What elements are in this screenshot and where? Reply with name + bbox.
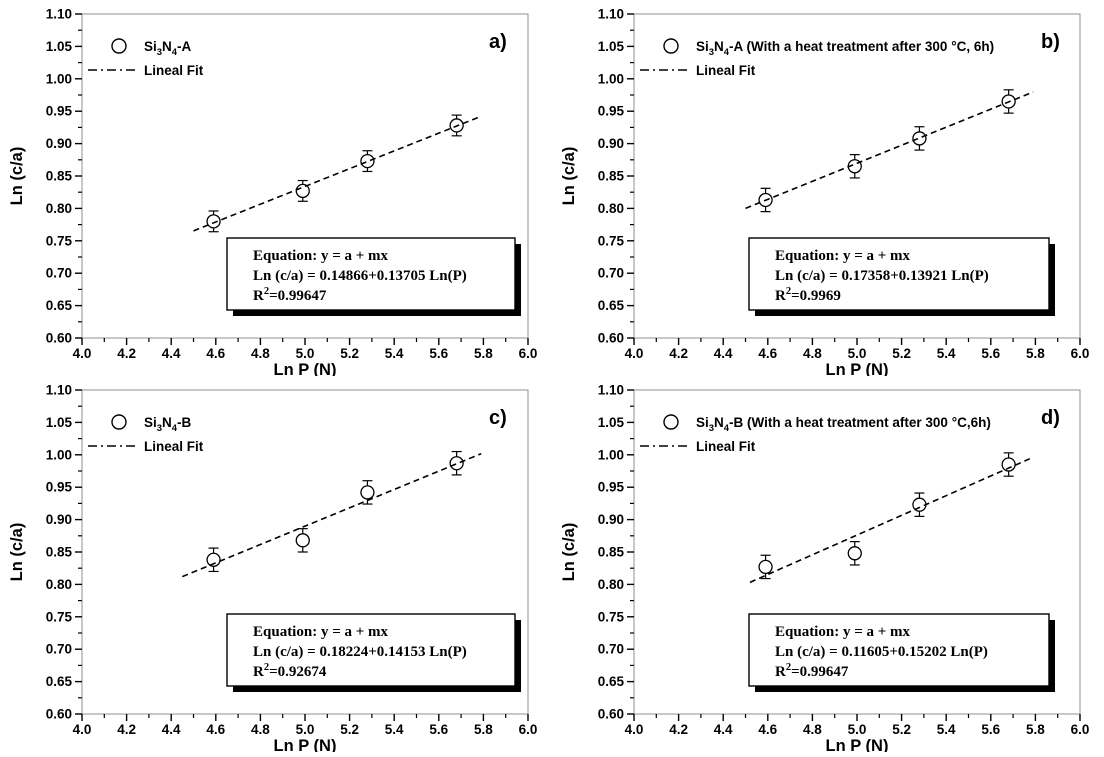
- panel-c-chart: [0, 376, 552, 752]
- equation-line: Ln (c/a) = 0.17358+0.13921 Ln(P): [775, 268, 989, 284]
- data-point: [848, 547, 861, 560]
- x-axis-tick-label: 4.2: [669, 722, 688, 737]
- legend-fit-label: Lineal Fit: [696, 439, 756, 454]
- x-axis-tick-label: 5.0: [295, 722, 315, 737]
- equation-line: $R^2=0.99647$: [253, 286, 327, 304]
- x-axis-tick-label: 4.8: [251, 346, 270, 361]
- y-axis-tick-label: 0.65: [597, 674, 624, 690]
- y-axis-tick-label: 0.65: [45, 298, 72, 314]
- y-axis-tick-label: 0.95: [45, 479, 72, 495]
- x-axis-tick-label: 4.0: [624, 722, 644, 737]
- x-axis-title: Ln P (N): [825, 737, 889, 752]
- panel-d: [552, 376, 1104, 752]
- y-axis-tick-label: 0.60: [597, 330, 624, 346]
- fit-line: [194, 116, 482, 231]
- legend-series-label: $Si_3N_4-B$ (With a heat treatment after 300 °C,6h): [696, 415, 991, 434]
- y-axis-tick-label: 0.70: [45, 641, 72, 657]
- x-axis-title: Ln P (N): [273, 361, 337, 376]
- panel-letter-label: c): [489, 407, 507, 429]
- data-point: [1002, 458, 1015, 471]
- x-axis-tick-label: 6.0: [518, 346, 538, 361]
- legend-fit-label: Lineal Fit: [144, 63, 204, 78]
- x-axis-tick-label: 4.2: [117, 722, 136, 737]
- x-axis-tick-label: 5.2: [892, 722, 911, 737]
- x-axis-tick-label: 4.2: [117, 346, 136, 361]
- y-axis-tick-label: 0.85: [597, 168, 624, 184]
- x-axis-tick-label: 5.8: [474, 346, 493, 361]
- y-axis-tick-label: 0.65: [45, 674, 72, 690]
- x-axis-tick-label: 5.2: [340, 722, 359, 737]
- legend-series-label: $Si_3N_4-B$: [144, 415, 192, 434]
- equation-line: $R^2=0.99647$: [775, 662, 849, 680]
- x-axis-tick-label: 4.4: [713, 346, 733, 361]
- panel-b-chart: [552, 0, 1104, 376]
- legend-marker-icon: [112, 415, 126, 429]
- legend-marker-icon: [112, 39, 126, 53]
- y-axis-tick-label: 0.90: [45, 512, 72, 528]
- x-axis-tick-label: 5.4: [936, 346, 956, 361]
- y-axis-tick-label: 1.00: [597, 71, 624, 87]
- x-axis-tick-label: 4.0: [624, 346, 644, 361]
- x-axis-tick-label: 5.8: [474, 722, 493, 737]
- y-axis-tick-label: 0.95: [597, 103, 624, 119]
- y-axis-tick-label: 1.05: [597, 414, 624, 430]
- fit-line: [746, 92, 1034, 208]
- equation-line: Equation: y = a + mx: [253, 248, 389, 264]
- y-axis-tick-label: 1.10: [45, 382, 72, 398]
- x-axis-tick-label: 5.8: [1026, 722, 1045, 737]
- data-point: [361, 155, 374, 168]
- y-axis-title: Ln (c/a): [560, 522, 578, 582]
- x-axis-tick-label: 4.2: [669, 346, 688, 361]
- y-axis-title: Ln (c/a): [560, 146, 578, 206]
- x-axis-tick-label: 4.8: [803, 722, 822, 737]
- x-axis-tick-label: 5.8: [1026, 346, 1045, 361]
- y-axis-tick-label: 1.05: [45, 414, 72, 430]
- panel-letter-label: d): [1041, 407, 1060, 429]
- y-axis-tick-label: 0.70: [597, 641, 624, 657]
- x-axis-tick-label: 4.6: [758, 722, 778, 737]
- x-axis-tick-label: 4.8: [803, 346, 822, 361]
- y-axis-tick-label: 1.00: [45, 447, 72, 463]
- legend-series-label: $Si_3N_4-A$ (With a heat treatment after 300 °C, 6h): [696, 39, 995, 58]
- y-axis-tick-label: 1.00: [597, 447, 624, 463]
- equation-line: Ln (c/a) = 0.18224+0.14153 Ln(P): [253, 644, 467, 660]
- data-point: [361, 486, 374, 499]
- panel-letter-label: b): [1041, 31, 1060, 53]
- y-axis-tick-label: 0.85: [597, 544, 624, 560]
- legend-fit-label: Lineal Fit: [696, 63, 756, 78]
- y-axis-tick-label: 0.90: [597, 512, 624, 528]
- y-axis-tick-label: 1.10: [597, 6, 624, 22]
- y-axis-tick-label: 0.90: [45, 136, 72, 152]
- x-axis-tick-label: 5.4: [384, 722, 404, 737]
- y-axis-tick-label: 0.80: [45, 200, 72, 216]
- x-axis-tick-label: 5.4: [384, 346, 404, 361]
- y-axis-tick-label: 0.90: [597, 136, 624, 152]
- y-axis-tick-label: 0.65: [597, 298, 624, 314]
- y-axis-tick-label: 0.60: [45, 330, 72, 346]
- x-axis-tick-label: 4.0: [72, 722, 92, 737]
- y-axis-tick-label: 0.95: [597, 479, 624, 495]
- y-axis-tick-label: 0.85: [45, 544, 72, 560]
- x-axis-tick-label: 4.4: [161, 346, 181, 361]
- panel-d-chart: [552, 376, 1104, 752]
- panel-a: [0, 0, 552, 376]
- x-axis-tick-label: 6.0: [1070, 346, 1090, 361]
- x-axis-tick-label: 4.0: [72, 346, 92, 361]
- equation-line: Equation: y = a + mx: [775, 248, 911, 264]
- y-axis-tick-label: 0.60: [597, 706, 624, 722]
- legend-fit-label: Lineal Fit: [144, 439, 204, 454]
- data-point: [759, 560, 772, 573]
- equation-line: $R^2=0.92674$: [253, 662, 327, 680]
- x-axis-tick-label: 5.0: [847, 346, 867, 361]
- x-axis-tick-label: 5.6: [429, 722, 449, 737]
- data-point: [207, 215, 220, 228]
- equation-line: Ln (c/a) = 0.11605+0.15202 Ln(P): [775, 644, 988, 660]
- y-axis-tick-label: 0.80: [597, 576, 624, 592]
- x-axis-tick-label: 5.0: [847, 722, 867, 737]
- y-axis-tick-label: 1.05: [45, 38, 72, 54]
- y-axis-tick-label: 1.10: [597, 382, 624, 398]
- y-axis-tick-label: 0.95: [45, 103, 72, 119]
- y-axis-title: Ln (c/a): [8, 146, 26, 206]
- x-axis-tick-label: 5.0: [295, 346, 315, 361]
- x-axis-tick-label: 5.2: [892, 346, 911, 361]
- y-axis-tick-label: 1.10: [45, 6, 72, 22]
- data-point: [913, 132, 926, 145]
- x-axis-tick-label: 5.6: [981, 346, 1001, 361]
- data-point: [450, 457, 463, 470]
- y-axis-tick-label: 0.75: [45, 233, 72, 249]
- x-axis-tick-label: 5.4: [936, 722, 956, 737]
- x-axis-tick-label: 5.2: [340, 346, 359, 361]
- legend-marker-icon: [664, 39, 678, 53]
- equation-line: Equation: y = a + mx: [253, 624, 389, 640]
- x-axis-tick-label: 5.6: [981, 722, 1001, 737]
- x-axis-tick-label: 4.6: [206, 722, 226, 737]
- panel-b: [552, 0, 1104, 376]
- equation-line: $R^2=0.9969$: [775, 286, 841, 304]
- equation-line: Ln (c/a) = 0.14866+0.13705 Ln(P): [253, 268, 467, 284]
- y-axis-tick-label: 0.75: [597, 233, 624, 249]
- y-axis-tick-label: 0.70: [45, 265, 72, 281]
- y-axis-tick-label: 1.00: [45, 71, 72, 87]
- x-axis-tick-label: 6.0: [518, 722, 538, 737]
- y-axis-tick-label: 0.75: [45, 609, 72, 625]
- y-axis-tick-label: 0.80: [597, 200, 624, 216]
- panel-letter-label: a): [489, 31, 507, 53]
- x-axis-tick-label: 4.4: [713, 722, 733, 737]
- x-axis-tick-label: 4.6: [758, 346, 778, 361]
- x-axis-tick-label: 4.6: [206, 346, 226, 361]
- x-axis-tick-label: 6.0: [1070, 722, 1090, 737]
- x-axis-title: Ln P (N): [273, 737, 337, 752]
- y-axis-tick-label: 1.05: [597, 38, 624, 54]
- x-axis-tick-label: 5.6: [429, 346, 449, 361]
- y-axis-tick-label: 0.70: [597, 265, 624, 281]
- fit-line: [182, 454, 481, 577]
- panel-c: [0, 376, 552, 752]
- data-point: [296, 534, 309, 547]
- y-axis-tick-label: 0.60: [45, 706, 72, 722]
- x-axis-tick-label: 4.8: [251, 722, 270, 737]
- y-axis-tick-label: 0.80: [45, 576, 72, 592]
- y-axis-tick-label: 0.85: [45, 168, 72, 184]
- legend-marker-icon: [664, 415, 678, 429]
- y-axis-title: Ln (c/a): [8, 522, 26, 582]
- x-axis-title: Ln P (N): [825, 361, 889, 376]
- y-axis-tick-label: 0.75: [597, 609, 624, 625]
- fit-line: [750, 457, 1033, 582]
- x-axis-tick-label: 4.4: [161, 722, 181, 737]
- panel-a-chart: [0, 0, 552, 376]
- equation-line: Equation: y = a + mx: [775, 624, 911, 640]
- legend-series-label: $Si_3N_4-A$: [144, 39, 192, 58]
